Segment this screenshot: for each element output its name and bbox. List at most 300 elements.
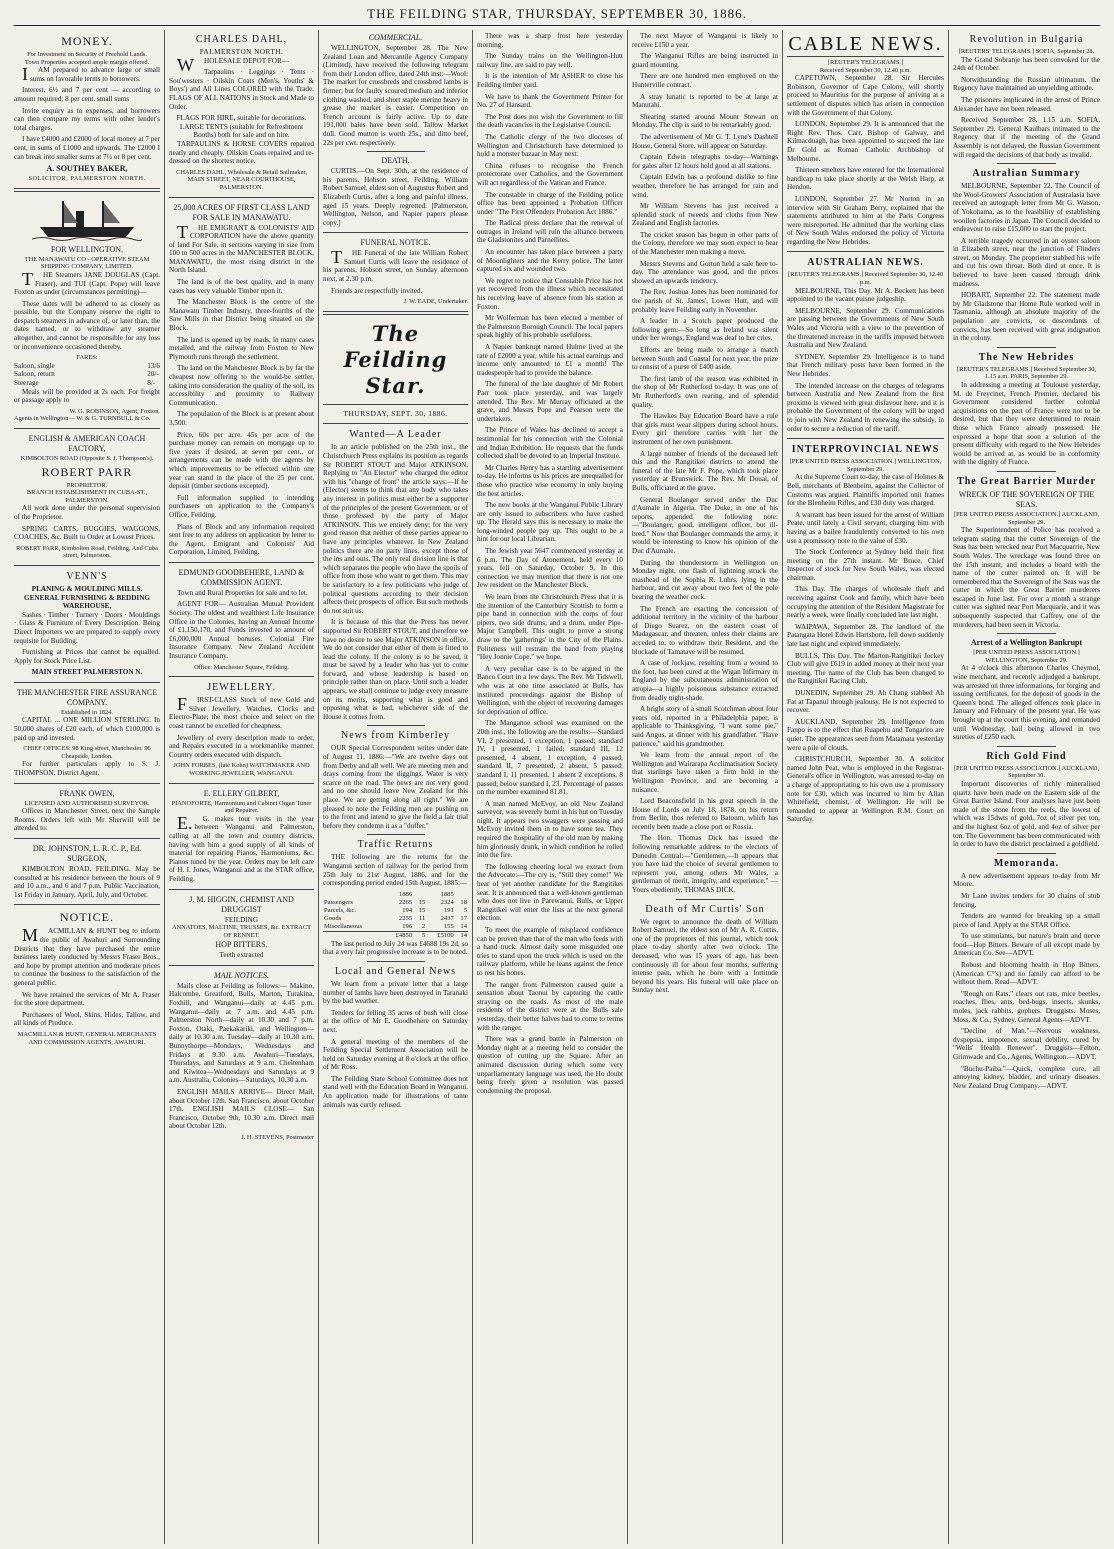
news-para: The cricket season has begun in other parts of the Colony, therefore we may soon expect to hear of the Manchester men making a move. xyxy=(632,230,778,257)
australian-news-para: MELBOURNE, This Day. Mr A. Beckett has been appointed to the vacant puisne judgeship. xyxy=(787,286,944,304)
table-cell: 14 xyxy=(460,931,467,939)
interprovincial-para: This Day. The charges of wholesale theft and receiving against Cook and family, which have been occupying the attention of the Resident Magistrate for nearly a week, were finally concluded late last night. xyxy=(787,585,944,620)
divider xyxy=(14,188,160,192)
divider xyxy=(997,163,1056,164)
money-para: Interest, 6½ and 7 per cent — according to amount required; 8 per cent. small sums xyxy=(14,86,160,103)
news-para: Shearing started around Mount Stewart on Monday. The clip is said to be remarkably good. xyxy=(632,112,778,130)
venn-subheading: PLANING & MOULDING MILLS. GENERAL FURNISHING & BEDDING WAREHOUSE, xyxy=(24,584,150,611)
barrier-murder-subheading: WRECK OF THE SOVEREIGN OF THE SEAS. xyxy=(958,489,1095,509)
news-para: The Radical press declare that the renewal of outrages in Ireland will ruin the alliance between the Gladstonites and Parnellites. xyxy=(477,219,623,245)
venn-para: Furnishing at Prices that cannot be equalled. Apply for Stock Price List. xyxy=(14,648,160,665)
table-cell: Passengers xyxy=(324,898,353,906)
table-header: 1885 xyxy=(440,890,454,898)
bankrupt-heading: Arrest of a Wellington Bankrupt xyxy=(970,638,1083,648)
news-para: Lord Beaconsfield in his great speech in the House of Lords on July 18, 1878, on his return from Berlin, thus referred to Batoum, which has recently been made a close port or Russia. xyxy=(632,797,778,831)
money-signature: A. SOUTHEY BAKER, xyxy=(46,164,128,174)
table-row xyxy=(323,899,468,907)
johnston-heading: DR. JOHNSTON, L. R. C. P., Ed. SURGEON, xyxy=(32,844,142,863)
higgin-town: FEILDING xyxy=(224,915,259,924)
local-news-para: We learn from a private letter that a large number of lambs have been destroyed in Taranaki by the bad weather. xyxy=(323,979,468,1006)
gold-find-received: [PER UNITED PRESS ASSOCIATION.] AUCKLAND, September 30. xyxy=(953,764,1100,780)
divider xyxy=(367,725,425,726)
fire-capital: CAPITAL ... ONE MILLION STERLING. In 50,000 shares of £20 each, of which £100,000 is paid up and invested. xyxy=(14,716,160,742)
news-para: There are one hundred men employed on the Hunterville contract. xyxy=(632,72,778,89)
land-para: The population of the Block is at present about 3,500. xyxy=(169,410,314,427)
news-para: There was a sharp frost here yesterday morning. xyxy=(477,32,623,49)
bankrupt-received: [PER UNITED PRESS ASSOCIATION.] WELLINGTON, September 29. xyxy=(973,649,1080,664)
bulgaria-para: Notwithstanding the Russian ultimatum, the Regency have maintained an unyielding attitude. xyxy=(953,75,1100,93)
table-cell: 17 xyxy=(460,914,467,922)
table-cell: 14 xyxy=(460,922,467,930)
table-row-total xyxy=(323,931,468,940)
dahl-tarpaulins: TARPAULINS & HORSE COVERS repaired neatly and cheaply. Oilskin Coats repaired and re-dressed on the shortest notice. xyxy=(169,139,314,166)
divider xyxy=(14,682,160,683)
coach-address: KIMBOLTON ROAD (Opposite S. J. Thompson's). xyxy=(20,455,154,462)
news-para: We regret to notice that Constable Price has not yet recovered from the illness which necessitated his receiving leave of absence from his station at Foxton. xyxy=(477,276,623,311)
divider xyxy=(367,151,425,152)
divider xyxy=(169,965,314,966)
news-para: The ranger from Palmerston caused quite a sensation about Taonui by capturing the cattle straying on the roads. As most of the male residents of the district were at the Bulls sale yesterday, their better halves had to come to terms with the ranger. xyxy=(477,980,623,1032)
news-para: The first lamb of the season was exhibited in the shop of Mr Rutherford to-day. It was one of Mr Rutherford's own rearing, and of splendid quality. xyxy=(632,374,778,409)
column-2 xyxy=(169,32,314,1542)
bulgaria-para: The Grand Sobranje has been convoked for the 24th of October. xyxy=(953,55,1100,73)
cable-received: Received September 30, 12.40 p.m. xyxy=(819,66,912,74)
mail-signature: J. H. STEVENS, Postmaster xyxy=(241,1133,314,1141)
news-para: The Manganoe school was examined on the 20th inst., the following are the results:—Standard VI, 2 presented, 1 exception, 1 passed; standard IV, 1 presented, 1 failed; standard III, 12 presented, 4 absent, 1 exception, 4 passed; standard II, 7 presented, 2 absent, 5 passed; standard I, 11 presented, 1 absent 2 exceptions, 8 passed; below standard I, 23. Percentage of passes on the number examined 81.81. xyxy=(477,719,623,797)
bankrupt-para: At 4 o'clock this afternoon Charles Cheymol, wine merchant, and recently adjudged a bankrupt, was arrested on three informations, for forging and issuing certificates, for the deposit of goods in the Queen's bond. The alleged offences took place in January and February of the present year. He was brought up at the court this evening, and remanded until Wednesday, bail being allowed in two sureties of £250 each. xyxy=(953,664,1100,742)
teeth-extracted: Teeth extracted xyxy=(219,951,264,960)
local-news-heading: Local and General News xyxy=(334,965,457,977)
news-para: The Hon. Thomas Dick has issued the following remarkable address to the electors of Dunedin Central:—"Gentlemen,—It appears that you have had the choice of several gentlemen to represent you, among others Mr Wales, a gentleman of merit, integrity, and experience." —Yours obediently, THOMAS DICK. xyxy=(632,834,778,895)
leader-para: In an article published on the 25th inst., the Christchurch Press explains its position as regards Sir ROBERT STOUT and Major ATKINSON. Replying to "An Elector" who charged the editor with his "change of front" the article says:—If he (Elector) seems to think that any body who takes any interest in politics must either be a supporter of the principles of the present Government, or of those professed by the party of Major ATKINSON. This we entirely deny; for the very good reason that neither of these parties appear to have any principles whatever. In New Zealand politics there are no party lines, except those of the ins and outs. The only real division line is that which separates the people who have the spoils of office from those who want to get them. This may be satisfactory to a few politicians who judge of political questions according to their decision affects their prospects of office. But such methods do not suit us. xyxy=(323,443,468,615)
money-para: I have £4000 and £2000 of local money at 7 per cent, in sums of £1000 and upwards. The £2000 I can break into smaller sums at 7½ or 8 per cent. xyxy=(14,135,160,161)
new-hebrides-received: [REUTER'S TELEGRAMS.] Received September 30, 1.15 a.m. PARIS, September 29. xyxy=(956,365,1097,381)
news-para: Mr Wolferman has been elected a member of the Palmerston Borough Council. The local papers speak highly of his probable usefulness. xyxy=(477,314,623,340)
land-para: THE EMIGRANT & COLONISTS' AID CORPORATION have the above quantity of land For Sale, in sections varying in size from 100 to 500 acres in the MANCHESTER BLOCK, MANAWATU, the most rising district in the North Island. xyxy=(169,221,314,275)
fare-value: 13/6 xyxy=(147,361,160,370)
news-para: Captain Edwin telegraphs to-day—Warnings for gales after 12 hours hold good at all stations. xyxy=(632,153,778,170)
land-para: The land is of the best quality, and in many cases has very valuable Timber upon it. xyxy=(169,278,314,295)
divider xyxy=(997,471,1056,472)
money-signature-title: SOLICITOR, PALMERSTON NORTH. xyxy=(28,175,146,183)
money-para: Invite enquiry as to expenses, and borrowers can then compare my terms with other lender's total charges. xyxy=(14,106,160,132)
table-cell: 2324 xyxy=(440,898,454,906)
fare-value: 8/- xyxy=(147,379,156,388)
divider xyxy=(14,565,160,566)
parr-branch: BRANCH ESTABLISHMENT IN CUBA-ST., PALMERSTON. xyxy=(26,489,148,504)
interprovincial-para: DUNEDIN, September 29. Ah Chang stabbed Ah Fat at Tapanui through jealousy. He is not expected to recover. xyxy=(787,689,944,715)
traffic-heading: Traffic Returns xyxy=(357,839,434,851)
news-para: Captain Edwin has a profound dislike to fine weather, therefore he has arranged for rain and wind. xyxy=(632,173,778,199)
traffic-note: The last period to July 24 was £4688 19s 2d, so that a very fair progressive increase is to be noted. xyxy=(323,939,468,957)
table-cell: 191 xyxy=(443,906,454,914)
news-para: The next Mayor of Wanganui is likely to receive £150 a year. xyxy=(632,32,778,49)
interprovincial-received: [PER UNITED PRESS ASSOCIATION.] WELLINGTON, September 29. xyxy=(789,458,942,473)
parr-para: All work done under the personal supervision of the Proprietor. xyxy=(14,504,160,521)
venn-heading: VENN'S xyxy=(66,570,108,582)
parr-role: PROPRIETOR. xyxy=(66,481,108,489)
cable-source: [REUTER'S TELEGRAMS.] xyxy=(827,59,904,66)
news-para: Efforts are being made to arrange a match between South and Coastal for next year, the prize to consist of a purse of £400 aside. xyxy=(632,346,778,372)
australian-summary-heading: Australian Summary xyxy=(972,168,1081,180)
fire-heading: THE MANCHESTER FIRE ASSURANCE COMPANY. xyxy=(16,687,158,707)
ship-para: THE Steamers JANE DOUGLAS (Capt. Fraser), and TUI (Capt. Pope) will leave Foxton as under (circumstances permitting)— xyxy=(14,268,160,297)
venn-address: MAIN STREET PALMERSTON N. xyxy=(31,668,143,677)
australian-summary-para: A terrible tragedy occurred in an oyster saloon in Elizabeth street, near the junction of Flinders street, on Monday. The proprietor stabbed his wife and cut his own throat. Both died at once. It is believed to have been caused through drink madness. xyxy=(953,236,1100,288)
gilbert-subheading: PIANOFORTE, Harmonium and Cabinet Organ Tuner and Repairer. xyxy=(171,799,312,815)
owen-heading: FRANK OWEN, xyxy=(59,788,115,798)
divider xyxy=(323,311,468,315)
table-cell: 155 xyxy=(443,922,454,930)
memoranda-para: "Buchu-Paiba."—Quick, complete cure, all annoying kidney, bladder, and urinary diseases. New Zealand Drug Company.—ADVT. xyxy=(953,1064,1100,1090)
australian-summary-para: HOBART, September 22. The statement made by Mr Gladstone that Home Rule worked well in Tasmania, although an absolute majority of the population are convicts, or descendants of convicts, has been received with great indignation in the colony. xyxy=(953,291,1100,343)
notice-signature: MACMILLAN & HUNT, GENERAL MERCHANTS AND COMMISSION AGENTS, AWAHURI. xyxy=(17,1030,157,1046)
fire-established: Established in 1824. xyxy=(60,708,113,716)
column-5 xyxy=(632,32,778,1542)
memoranda-para: Robust and blooming health in Hop Bitters, (American C°'s) and no family can afford to be without them. Read—ADVT. xyxy=(953,961,1100,987)
divider xyxy=(14,904,160,905)
ship-agent: W. G. ROBINSON, Agent, Foxton. xyxy=(69,407,160,415)
divider xyxy=(169,676,314,677)
australian-news-para: The intended increase on the charges of telegrams between Australia and New Zealand from the first proximo is viewed with great disfavour here, and it is probable the Government of the colony will be urged to join with New Zealand in renewing the subsidy, in order to secure a reduction of the tariff. xyxy=(787,381,944,433)
divider xyxy=(169,889,314,890)
bulgaria-para: Received September 28, 1.15 a.m. SOFIA, September 29. General Kaulbars intimated to the Regency that if the meeting of the Grand Assembly is not delayed, the Russian Government will regard the decisions of that body as invalid. xyxy=(953,116,1100,159)
interprovincial-heading: INTERPROVINCIAL NEWS xyxy=(791,444,940,456)
divider xyxy=(14,838,160,839)
memoranda-para: To use stimulants, but nature's brain and nerve food—Hop Bitters. Beware of all except made by American Co. See—ADVT. xyxy=(953,932,1100,958)
memoranda-heading: Memoranda. xyxy=(993,857,1060,869)
commercial-para: WELLINGTON, September 28. The New Zealand Loan and Mercantile Agency Company (Limited), have received the following telegram from their London office, dated 24th inst:—Wool: The market for crossbreds and crossbred lambs is firmer; but for faulty scoured medium and inferior clothing washed, and short staple merino heavy in grease the market is easier. Competition on French account is fairly active. Up to date 191,000 bales have been sold. Tallow Market dull. Good mutton is worth 25s., and ditto beef, 22s per cwt. respectively. xyxy=(323,44,468,147)
news-para: The funeral of the late daughter of Mr Robert Parr took place yesterday, and was largely attended. The Rev. Mr Murray officiated at the grave, and Messrs Pope and Pearson were the undertakers. xyxy=(477,380,623,423)
news-para: A bright story of a small Scotchman about four years old, reported in a Philadelphia paper, is applicable to Thanksgiving. "I want some pie," said Angus, at dinner with his grandfather. "Have patience," said his grandmother. xyxy=(632,705,778,748)
ship-para: These dates will be adhered to as closely as possible, but the Company reserve the right to despatch steamers in advance of, or later than, the dates named, or to withdraw any steamer altogether, and cannot be responsible for any loss or inconvenience occasioned thereby. xyxy=(14,299,160,351)
divider xyxy=(323,232,468,233)
dahl-hire: FLAGS FOR HIRE, suitable for decorations. xyxy=(176,114,307,123)
news-para: The Sunday trains on the Wellington-Hutt railway line, are said to pay well. xyxy=(477,52,623,69)
table-header: 1886 xyxy=(398,890,413,898)
memoranda-para: "Decline of Man."—Nervous weakness, dyspepsia, impotence, sexual debility, cured by "Wells' Health Renewer". Druggists—Felton, Grimwade and Co., Agents, Wellington.—ADVT. xyxy=(953,1027,1100,1061)
goodbehere-office: Office: Manchester Square, Feilding. xyxy=(194,663,289,671)
dahl-items: Tarpaulins · Leggings · Tents · Sou'westers · Oilskin Coats (Men's, Youths' & Boys') and All Lines COLORED with the Trade. FLAGS OF ALL NATIONS in Stock and Made to Order. xyxy=(169,68,314,111)
table-row xyxy=(323,891,468,899)
mail-english: ENGLISH MAILS ARRIVE— Direct Mail, about October 12th. San Francisco, about October 17th. ENGLISH MAILS CLOSE— San Francisco, October 9th, 10.30 a.m. Direct mail about October 12th. xyxy=(169,1088,314,1131)
table-cell: Goods xyxy=(324,914,342,922)
divider xyxy=(787,438,944,439)
table-cell: Parcels, &c. xyxy=(324,906,357,914)
divider xyxy=(367,834,425,835)
column-7 xyxy=(953,32,1100,1542)
land-para: The Manchester Block is the centre of the Manawatu Timber Industry, three-fourths of the Saw Mills in that District being situated on the Block. xyxy=(169,298,314,333)
news-para: There was a grand battle in Palmerston on Monday night at a meeting held to consider the question of cutting up the Square. After an animated discussion during which some very unparliamentary language was used, the Ho doubt being freely given a resolution was passed condemning the proposal. xyxy=(477,1035,623,1095)
land-para: Price, 60s per acre. 45s per acre of the purchase money can remain on mortgage up to five years if desired, at seven per cent., or arrangements can be made with the agents by which improvements to be effected within one year can stand in the place of the 25 per cent. deposit (timber sections excepted). xyxy=(169,430,314,491)
news-para: We learn from the Christchurch Press that it is the intention of the Canterbury Scottish to form a pipe band in connection with the corps of four pipers, two side drums, and a drum, under Pipe-Major Campbell. This ought to prove a strong draw to the 'gatherings' in the City of the Plains. Politeness will restrain the band from playing "Hey Jonnie Cope," we hope. xyxy=(477,593,623,662)
table-cell: 2265 xyxy=(398,898,413,906)
australian-news-para: MELBOURNE, September 29. Communications are passing between the Governments of New South Wales and Victoria with a view to the prevention of the threatened increase in the tariffs imposed between Australia and New Zealand. xyxy=(787,306,944,350)
higgin-products: ANNATOES, MALTINE, TRUSSES, &c. EXTRACT OF RENNET. xyxy=(171,924,312,939)
table-row xyxy=(323,923,468,932)
interprovincial-para: WAIPAWA, September 28. The landlord of the Patangata Hotel Edwin Hartshorn, fell down suddenly late last night and expired immediately. xyxy=(787,622,944,649)
news-para: The Jewish year 5647 commenced yesterday at 6 p.m. The Day of Atonement, held every 10 years, fell on Saturday, October 9. In this connection we may mention that there is not one Jew resident on the Manchester Block. xyxy=(477,547,623,590)
news-para: The Catholic clergy of the two dioceses of Wellington and Christchurch have determined to hold a monster bazaar in May next. xyxy=(477,132,623,159)
cable-news-heading: CABLE NEWS. xyxy=(788,33,943,55)
leader-para: It is because of this that the Press has never supported Sir ROBERT STOUT, and therefore we have no desire to see Major ATKINSON in office. We do not consider that either of them is fitted to lead the colony. If the colony is to be saved, it must be saved by a leader who has yet to come forward, and whose leadership is based on principle rather than on place. Until such a leader appears, we shall continue to judge every measure on its merits, supporting what is good and opposing what is bad, whichever side of the House it comes from. xyxy=(323,618,468,721)
divider xyxy=(997,633,1056,634)
curtis-heading: Death of Mr Curtis' Son xyxy=(645,903,765,915)
column-rule xyxy=(627,30,628,1544)
column-3 xyxy=(323,32,468,1542)
divider xyxy=(997,347,1056,348)
kimberley-para: OUR Special Correspondent writes under date of August 11, 1886:—"We are twelve days out from Derby and all well. We are meeting men and drays coming from the diggings. Water is very scarce on the road. The news are not very good and no one should leave New Zealand for this place. We are getting along all right." We are pleased to note the Feilding men are pushing on to the front and intend to give the field a fair trial before they condemn it as a "duffer." xyxy=(323,744,468,830)
news-para: A Napier bankrupt named Hulme lived at the rate of £2000 a year, while his actual earnings and income only amounted to £1 a month! The tradespeople had to provide the balance. xyxy=(477,343,623,377)
traffic-para: THE following are the returns for the Wanganui section of railway for the period from 25th July to 21st August, 1886, and for the corresponding period ended 15th August, 1885:— xyxy=(323,853,468,888)
fire-para: For further particulars apply to S. J. THOMPSON, District Agent. xyxy=(14,760,160,778)
memoranda-para: "Rough on Rats," clears out rats, mice beetles, roaches, flies, ants, bed-bugs, insects, skunks, moles, jack rabbits, gophers. Druggists. Moses, Moss, & Co., Sydney, General Agents—ADVT. xyxy=(953,989,1100,1024)
australian-news-heading: AUSTRALIAN NEWS. xyxy=(807,257,924,269)
dahl-para: WHOLESALE DEPOT FOR— xyxy=(177,54,289,75)
ship-heading: FOR WELLINGTON. xyxy=(50,244,124,254)
divider xyxy=(787,251,944,252)
interprovincial-para: AUCKLAND, September 29. Intelligence from Fanpo is to the effect that Ruapehu and Tongariro are quiet. The appearances seen from Matamata yesterday were a pile of clouds. xyxy=(787,717,944,752)
table-cell: 196 xyxy=(402,922,413,930)
masthead-rule xyxy=(14,25,1100,26)
divider xyxy=(323,423,468,424)
table-row xyxy=(323,907,468,915)
column-4 xyxy=(477,32,623,1542)
venn-items: Sashes · Timber · Turnery · Doors · Mouldings · Glass & Furniture of Every Description. Being Direct Importers we are prepared to supply every requisite for Building. xyxy=(14,610,160,645)
table-cell xyxy=(323,931,385,940)
column-rule xyxy=(164,30,165,1544)
news-para: The Prince of Wales has declined to accept a testimonial for his connection with the Colonial and Indian Exhibition. He requests that the funds collected shall be devoted to an Imperial Institute. xyxy=(477,426,623,461)
goodbehere-para: AGENT FOR— Australian Mutual Provident Society. The oldest and wealthiest Life Insurance Office in the Colonies, having an Annual Income of £1,150,170, and Funds invested to amount of £6,000,000 Annual bonuses. Colonial Fire Insurance Company. New Zealand Accident Insurance Company. xyxy=(169,600,314,661)
local-news-para: The Feilding State School Committee does not stand well with the Education Board in Wanganui. An application made for illustrations of tame animals was curtly refused. xyxy=(323,1074,468,1109)
table-cell: 15 xyxy=(418,898,426,906)
news-para: A stray lunatic is reported to be at large at Manutahi. xyxy=(632,92,778,110)
gilbert-heading: E. ELLERY GILBERT, xyxy=(203,788,280,798)
new-hebrides-para: In addressing a meeting at Toulouse yesterday, M. de Freycinet, French Premier, declared his Government considered further colonial acquisitions on the part of France were not to be desired, but that they were determined to retain those which France already possessed. He expressed a hope that soon a solution of the present difficulty with regard to the New Hebrides would be arrived at, as would be in conformity with the dignity of France. xyxy=(953,381,1100,467)
money-subheading: For Investment on Security of Freehold Lands. xyxy=(27,51,147,58)
land-heading: 25,000 ACRES OF FIRST CLASS LAND FOR SALE IN MANAWATU. xyxy=(173,202,310,222)
jewellery-para: Jewellery of every description made to order, and Repairs executed in a workmanlike manner. Country orders executed with dispatch. xyxy=(169,733,314,759)
funeral-signature: J. W. EADE, Undertaker. xyxy=(403,298,468,306)
news-para: We have to thank the Government Printer for No. 27 of Hansard. xyxy=(477,92,623,110)
death-heading: DEATH. xyxy=(381,156,410,166)
jewellery-para: FIRST-CLASS Stock of new Gold and Silver Jewellery, Watches, Clocks and Electro-Plate; the most choice and select on the coast cannot be excelled for cheapness. xyxy=(169,694,314,730)
australian-news-para: SYDNEY, September 29. Intelligence is to hand that French military posts have been formed in the New Hebrides. xyxy=(787,352,944,378)
news-para: A very peculiar case is to be argued in the Banco Court in a few days. The Rev. Mr Tidswell, who was at one time associated at Bulls, has instituted proceedings against the Bishop of Wellington, with the object of recovering damages for deprivation of office. xyxy=(477,664,623,716)
divider xyxy=(323,404,468,405)
column-rule xyxy=(318,30,319,1544)
ship-para: Meals will be provided at 2s each. For freight or passage apply to xyxy=(14,387,160,405)
newspaper-title: The Feilding Star. xyxy=(343,320,448,398)
johnston-para: KIMBOLTON ROAD, FEILDING. May be consulted at his residence between the hours of 9 and 10 a.m., and 6 and 7 p.m. Public Vaccination, 1st Friday in January, April, July, and October. xyxy=(14,865,160,899)
kimberley-heading: News from Kimberley xyxy=(341,730,450,742)
mail-para: Mails close at Feilding as follows:— Makino, Halcombe, Greatford, Bulls, Marton, Turakina, Foxhill, and Wanganui—daily at 4.45 p.m. Wanganui—daily at 7 a.m. and 4.45 p.m. Palmerston North—daily at 10.30 and 7 p.m. Foxton, Otaki, Paekakariki, and Wellington—daily at 10.30 a.m. Tuesday—daily at 10.30 a.m. Bunnythorpe—Mondays, Wednesdays and Fridays at 9.30 a.m. Awahuri—Tuesdays, Thursdays, and Saturdays at 9 a.m. Cheltenham and Kiwitea—Wednesdays and Saturdays at 9 a.m. Australia, Colonies—Saturdays, 10.30 a.m. xyxy=(169,981,314,1085)
table-header xyxy=(323,891,385,899)
funeral-para: THE Funeral of the late William Robert Samuel Curtis will leave the residence of his parents, Hobson street, on Sunday afternoon next, at 2.30 p.m. xyxy=(323,247,468,284)
table-cell: 15 xyxy=(418,906,426,914)
table-cell: £4850 xyxy=(395,931,413,939)
table-cell: 2 xyxy=(422,922,426,930)
goodbehere-para: Town and Rural Properties for sale and to let. xyxy=(177,588,308,597)
parr-heading: ROBERT PARR xyxy=(41,464,133,479)
funeral-para: Friends are respectfully invited. xyxy=(331,286,423,295)
interprovincial-para: CHRISTCHURCH, September 30. A solicitor named John Peat, who is employed in the Registrar-General's office in Wellington, was arrested to-day on a charge of appropriating to his own use a promissory note for £30, which was incurred to him by Allan Whitefield, chemist, of Wellington. He will be remanded to appear at Wellington R.M. Court on Saturday. xyxy=(787,755,944,824)
news-para: The advertisement of Mr G. T. Lyne's Dashtell House, General Store, will appear on Saturday. xyxy=(632,132,778,150)
australian-summary-para: MELBOURNE, September 22. The Council of the Wool-Growers' Association of Australasia have received an autograph letter from Mr G. Watson, of Yokohama, as to the feasibility of establishing woollen factories in Japan. The Council decided to endeavour to raise £15,000 to start the project. xyxy=(953,182,1100,234)
interprovincial-para: At the Supreme Court to-day, the case of Holmes & Bell, merchants of Blenheim, against the Collector of Customs was argued. Plaintiffs imported unit frames for the Blenheim Rifles, and £30 duty was charged. xyxy=(787,473,944,508)
news-para: General Boulanger served under the Duc d'Aumale in Algeria. The Duke, in one of his reports, appended the following note:—"Boulanger, good, intelligent officer, but ill-bred." Now that Boulanger commands the army, it would be interesting to know his opinion of the Duc d'Aumale. xyxy=(632,495,778,556)
goodbehere-heading: EDMUND GOODBEHERE, LAND & COMMISSION AGENT. xyxy=(178,567,305,587)
news-para: To meet the example of misplaced confidence can be proven than that of the man who feeds with a hand truck. Almost daily some misguided one tries to stand upon the truck which is used on the railway platform, while he leans against the fence to rest his bones. xyxy=(477,926,623,977)
news-para: An encounter has taken place between a party of Moonlighters and the Kerry police. The latter captured six and wounded two. xyxy=(477,248,623,274)
notice-para: MACMILLAN & HUNT beg to inform the public of Awahuri and Surrounding Districts that they have purchased the entire business lately conducted by Messrs Fraser Bros., and hope by prompt attention and moderate prices to continue the business to the satisfaction of the general public. xyxy=(14,925,160,987)
land-para: The land on the Manchester Block is by far the cheapest now offering to the would-be settler, taking into consideration the quality of the soil, its accessibility and proximity to Railway Communication. xyxy=(169,364,314,407)
table-cell: 2437 xyxy=(440,914,454,922)
divider xyxy=(169,783,314,784)
divider xyxy=(676,899,734,900)
jewellery-heading: JEWELLERY. xyxy=(207,682,276,694)
table-cell: 194 xyxy=(402,906,413,914)
news-para: The Hawkes Bay Education Board have a rule that girls must wear slippers during school hours. Every girl therefore carries with her the instrument of her own punishment. xyxy=(632,412,778,446)
fare-label: Saloon, return xyxy=(14,370,55,379)
money-para: IAM prepared to advance large or small sums on favorable terms to borrowers. xyxy=(22,64,160,85)
australian-news-received: [REUTER'S TELEGRAMS.] Received September 30, 12.40 p.m. xyxy=(787,271,944,287)
gold-find-para: Important discoveries of richly mineralised quartz have been made on the Eastern side of the Great Barrier Island. Four analyses have just been made of the stone from the reefs, the lowest of which was 15dwts of gold, 7oz of silver per ton, and the highest 6oz of gold, and 4oz of silver per ton. The Government has been communicated with in order to have the district proclaimed a goldfield. xyxy=(953,779,1100,849)
cable-para: Thirteen smelters have entered for the International handicap to take place shortly at the Welsh Harp, at Hendon. xyxy=(787,166,944,192)
column-rule xyxy=(782,30,783,1544)
cable-para: LONDON, September 27. Mr Norton in an interview with Sir Graham Berry, explained that the statements attributed to him at the Paris Congress were misreported. He admitted that the working class of New South Wales endorsed the policy of Victoria regarding the New Hebrides. xyxy=(787,194,944,246)
local-news-para: Tenders for felling 35 acres of bush will close at the office of Mr E. Goodbehere on Saturday next. xyxy=(323,1008,468,1034)
bulgaria-heading: Revolution in Bulgaria xyxy=(969,34,1084,45)
newspaper-date: THURSDAY, SEPT. 30, 1886. xyxy=(343,408,448,418)
notice-para: We have retained the services of Mr A. Fraser for the store department. xyxy=(14,990,160,1008)
traffic-table xyxy=(323,891,468,940)
table-cell: £5100 xyxy=(437,931,454,939)
leader-heading: Wanted—A Leader xyxy=(349,429,442,441)
news-para: The Wanganui Rifles are being instructed in guard mounting. xyxy=(632,52,778,69)
news-para: The new books at the Wanganui Public Library are only issued to subscribers who have cashed up. The Herald says this is necessary to make the long-winded people pay up. This ought to be a hint for our local Librarian. xyxy=(477,501,623,544)
mail-heading: MAIL NOTICES. xyxy=(214,970,269,980)
fares-table xyxy=(14,362,160,388)
masthead: THE FEILDING STAR, THURSDAY, SEPTEMBER 30, 1886. xyxy=(367,6,747,21)
curtis-para: We regret to announce the death of William Robert Samuel, the eldest son of Mr A. R. Curtis, one of the proprietors of this journal, which took place to-day shortly after two o'clock. The deceased, who was 15 years of age, has been continuously ill for about four months, suffering intense pain, which he bore with a fortitude beyond his years. His funeral will take place on Sunday next. xyxy=(632,917,778,995)
interprovincial-para: The Stock Conference at Sydney held their first meeting on the 27th instant. Mr Bruce, Chief Inspector of stock for New South Wales, was elected chairman. xyxy=(787,548,944,582)
cable-para: CAPETOWN, September 28. Sir Hercules Robinson, Governor of Cape Colony, will shortly proceed to Mauritius for the purpose of arriving at a settlement of disputes which has arisen in connection with the Government of that Colony. xyxy=(787,74,944,117)
news-para: A large number of friends of the deceased left this and the Rangitikei districts to attend the funeral of the late Mr F. Pope, which took place yesterday at Brunswick. The Rev. Mr Doual, of Bulls, officiated at the grave. xyxy=(632,449,778,492)
money-heading: MONEY. xyxy=(61,34,113,48)
divider xyxy=(997,853,1056,854)
parr-signature: ROBERT PARR, Kimbolton Road, Feilding, And Cuba street, Palmerston. xyxy=(16,544,158,560)
news-para: The Post does not wish the Government to fill the death vacancies in the Legislative Council. xyxy=(477,112,623,130)
interprovincial-para: A warrant has been issued for the arrest of William Peate, until lately a Civil servant, charging him with having as a bailee fraudulently converted to his own use a promissory note to the value of £30. xyxy=(787,510,944,545)
divider xyxy=(169,197,314,198)
cable-para: LONDON, September 29. It is announced that the Right Rev. Thos. Carr, Bishop of Galway, and Kilmacduagh, has been appointed to succeed the late Dr Gold as Roman Catholic Archbishop of Melbourne. xyxy=(787,120,944,163)
news-para: A case of lockjaw, resulting from a wound to the foot, has been cured at the Wigan Infirmary in England by the subcutaneous administration of atropia—a highly poisonous substance extracted from deadly night-shade. xyxy=(632,659,778,702)
notice-para: Purchasers of Wool, Skins, Hides, Tallow, and all kinds of Produce. xyxy=(14,1010,160,1028)
bulgaria-para: The prisoners implicated in the arrest of Prince Alexander have not been released. xyxy=(953,95,1100,113)
divider xyxy=(367,961,425,962)
new-hebrides-heading: The New Hebrides xyxy=(978,351,1075,363)
news-para: We learn from the annual report of the Wellington and Wairarapa Acclimatisation Society that starlings have taken a firm hold in the Wellington Province, and are becoming a nuisance. xyxy=(632,751,778,794)
owen-para: Offices in Manchester Street, next the Sample Rooms. Orders left with Mr Sherwill will be attended to. xyxy=(14,807,160,833)
owen-subheading: LICENSED AND AUTHORISED SURVEYOR. xyxy=(24,799,150,807)
local-news-para: A general meeting of the members of the Feilding Special Settlement Association will be held on Saturday evening at 8 o'clock at the office of Mr Ross. xyxy=(323,1037,468,1072)
news-para: The Rev. Joshua Jones has been nominated for the parish of St. James', Lower Hutt, and will probably leave Feilding early in November. xyxy=(632,288,778,314)
memoranda-para: Tenders are wanted for breaking up a small piece of land. Apply at the STAR Office. xyxy=(953,912,1100,929)
table-cell: 18 xyxy=(460,898,467,906)
column-1 xyxy=(14,32,160,1542)
table-header xyxy=(413,891,426,899)
table-cell: 5 xyxy=(463,906,467,914)
land-para: Plans of Block and any information required sent free to any address on application by letter to the Agent, Emigrant and Colonists' Aid Corporation, Limited, Feilding. xyxy=(169,522,314,557)
funeral-heading: FUNERAL NOTICE. xyxy=(360,238,431,248)
news-para: Mr Charles Henry has a startling advertisement to-day. He informs us his prices are unequalled for those who practice wise economy in only buying the best articles. xyxy=(477,463,623,498)
news-para: Mr William Stevens has just received a splendid stock of tweeds and cloths from New Zealand and English factories. xyxy=(632,202,778,228)
table-cell: 2255 xyxy=(398,914,413,922)
interprovincial-para: BULLS, This Day. The Marton-Rangitikei Jockey Club will give £619 in added money at their next year meeting. The name of the Club has been changed to the Rangitikei Racing Club. xyxy=(787,651,944,686)
hop-bitters: HOP BITTERS. xyxy=(215,940,268,950)
barrier-murder-heading: The Great Barrier Murder xyxy=(957,475,1096,487)
column-rule xyxy=(472,30,473,1544)
bulgaria-received: [REUTERS' TELEGRAMS.] SOFIA, September 28. xyxy=(958,48,1095,55)
fare-label: Steerage xyxy=(14,379,39,388)
news-para: A leader in a Scotch paper produced the following gem:—So long as Ireland was silent under her wrongs, England was deaf to her cries. xyxy=(632,317,778,343)
news-para: The following cheering local we extract from the Advocate:—The cry is, "Still they come!" We hear of yet another candidate for the Rangitikei seat. It is announced that a well-known gentleman who does not live in Parewanui, Bulls, or Upper Rangitikei will enter the lists at the next general election. xyxy=(477,862,623,923)
barrier-murder-received: [PER UNITED PRESS ASSOCIATION.] AUCKLAND, September 29. xyxy=(953,510,1100,526)
dahl-signature: CHARLES DAHL, Wholesale & Retail Sailmaker, MAIN STREET, NEAR COURTHOUSE, PALMERSTON. xyxy=(176,168,307,191)
fare-value: 20/- xyxy=(147,370,159,379)
news-para: During the thunderstorm in Wellington on Monday night, one flash of lightning struck the masthead of the Sophia R. Luhrs, lying in the harbour, and cut away about two feet of the pole bearing the weather cock. xyxy=(632,558,778,602)
dahl-heading: CHARLES DAHL, xyxy=(195,34,288,45)
column-6 xyxy=(787,32,944,1542)
fares-heading: FARES: xyxy=(76,354,98,362)
divider xyxy=(14,428,160,429)
table-header xyxy=(455,891,468,899)
table-cell: Miscellaneous xyxy=(324,922,363,930)
steamship-icon xyxy=(32,197,142,241)
higgin-heading: J. M. HIGGIN, CHEMIST AND DRUGGIST xyxy=(189,894,294,914)
land-para: Full information supplied to intending purchasers on application to the Company's Office, Feilding. xyxy=(169,493,314,519)
table-row xyxy=(323,915,468,923)
memoranda-para: Mr Lane invites tenders for 30 chains of stub fencing. xyxy=(953,891,1100,909)
divider xyxy=(14,783,160,784)
dahl-tents: LARGE TENTS (suitable for Refreshment Booths) both for sale and on hire. xyxy=(179,122,304,140)
news-para: China refuses to recognise the French protectorate over Catholics, and the Government will act regardless of the Vatican and France. xyxy=(477,161,623,187)
barrier-murder-para: The Superintendent of Police has received a telegram stating that the cutter Sovereign of the Seas has been wrecked near Port Macquarrie, New South Wales. The wreckage was found three on the 15th instant, and includes a board with the name of the cutter painted on. It will be remembered that the Sovereign of the Seas was the cutter in which the Great Barrier murderers escaped in June last. For over a month a strange cutter was sighted near Port Macquarie, and it was subsequently suspected that Caffrey, one of the murderers, had been seen in Victoria. xyxy=(953,526,1100,629)
news-para: It is the intention of Mr ASHER to close his Feilding timber yard. xyxy=(477,72,623,89)
notice-heading: NOTICE. xyxy=(60,910,114,925)
table-cell: 5 xyxy=(422,931,426,939)
parr-para: SPRING CARTS, BUGGIES, WAGGONS, COACHES, &c. Built to Order at Lowest Prices. xyxy=(14,524,160,542)
death-para: CURTIS.—On Sept. 30th, at the residence of his parents, Hobson street, Feilding, William Robert Samuel, eldest son of Augustus Robert and Elizabeth Curtis, after a long and painful illness, aged 15 years. Deeply regretted. [Palmerston, Wellington, Nelson, and Napier papers please copy.] xyxy=(323,167,468,227)
news-para: A man named McEvoy, an old New Zealand surveyor, was severely burnt in his hut on Tuesday night. It appears two swaggers were passing and McEvoy invited them in to have some tea. They required the hospitality of the old man by making him gloriously drunk, in which condition he rolled into the fire. xyxy=(477,799,623,860)
memoranda-para: A new advertisement appears to-day from Mr Moore. xyxy=(953,871,1100,889)
dahl-subheading: PALMERSTON NORTH. xyxy=(199,48,284,56)
land-para: The land is opened up by roads, in many cases metalled, and the railway from Foxton to New Plymouth runs through the settlement. xyxy=(169,335,314,361)
divider xyxy=(997,746,1056,747)
table-cell: 11 xyxy=(418,914,426,922)
news-para: Messrs Stevens and Gorton held a sale here to-day. The attendance was good, and the prices showed an upwards tendency. xyxy=(632,259,778,285)
money-town: Town Properties accepted ample margin offered. xyxy=(24,58,150,66)
news-para: The constable in charge of the Feilding police office has been appointed a Probation Officer under "The First Offenders Probation Act 1886." xyxy=(477,190,623,216)
commercial-heading: COMMERCIAL. xyxy=(368,33,423,42)
fare-label: Saloon, single xyxy=(14,361,55,370)
ship-company: THE MANAWATU CO - OPERATIVE STEAM SHIPPING COMPANY, LIMITED. xyxy=(24,255,150,271)
news-para: The French are exacting the concession of additional territory in the vicinity of the harbour of Diego Suarez, on the eastern coast of Madagascar, and threaten, unless their claims are acceded to, to withdraw their Resident, and the blockade of Tamatave will be resumed. xyxy=(632,604,778,656)
coach-heading: ENGLISH & AMERICAN COACH FACTORY, xyxy=(28,434,146,453)
gold-find-heading: Rich Gold Find xyxy=(986,750,1067,762)
gilbert-para: E.G. makes tour visits in the year between Wanganui and Palmerston, calling at all the town and country districts, having with him a good supply of all kinds of material for repairing Pianos, Harmoniums, &c. Pianos tuned by the year. Orders may be left care of H. I. Jones, Wanganui and at the STAR office, Feilding. xyxy=(169,812,314,883)
